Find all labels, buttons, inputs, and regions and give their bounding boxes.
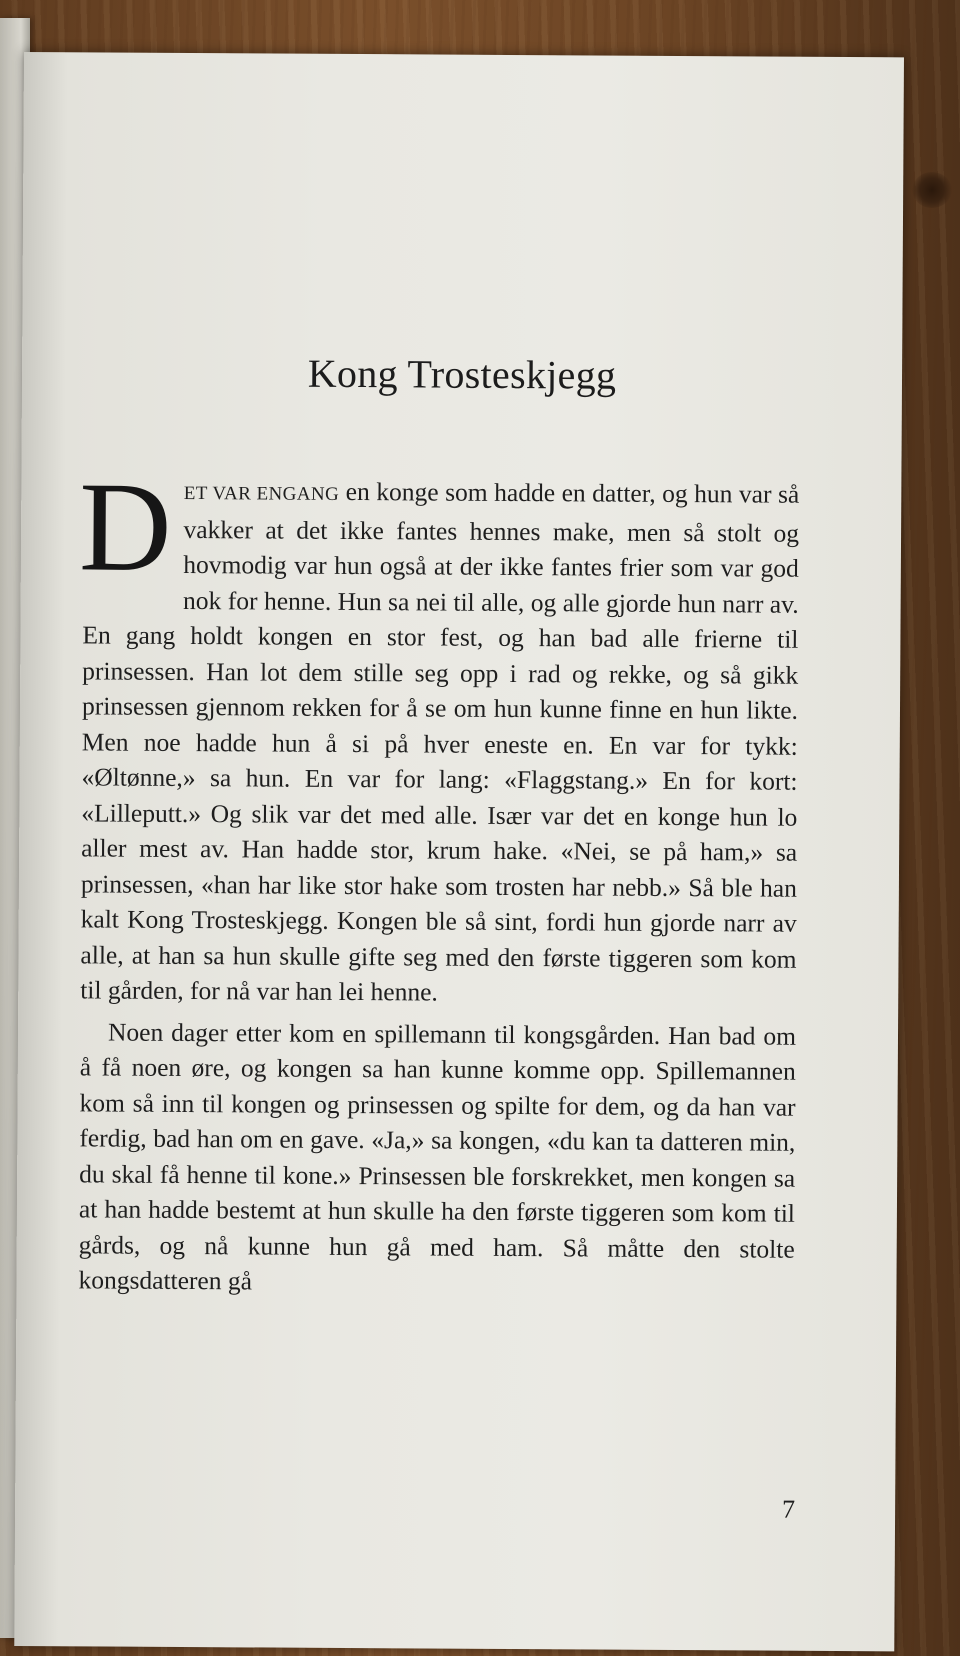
drop-cap: D <box>78 455 172 598</box>
page-number: 7 <box>782 1494 796 1524</box>
wood-knot <box>912 172 952 208</box>
opening-small-caps: ET VAR ENGANG <box>183 482 340 505</box>
story-text <box>78 455 800 1302</box>
paragraph-1-text: en konge som hadde en datter, og hun var så vakker at det ikke fantes hennes make, men så stolt og hovmodig var hun også at der ikke fantes frier som var god nok for henne. Hun sa nei til alle, og alle gjorde hun narr av. En gang holdt kongen en stor fest, og han bad alle frierne til prinsessen. Han lot dem stille seg opp i rad og rekke, og så gikk prinsessen gjennom rekken for å se om hun kunne finne en hun likte. Men noe hadde hun å si på hver eneste en. En var for tykk: «Øltønne,» sa hun. En var for lang: «Flaggstang.» En for kort: «Lilleputt.» Og slik var det med alle. Især var det en konge hun lo aller mest av. Han hadde stor, krum hake. «Nei, se på ham,» sa prinsessen, «han har like stor hake som trosten har nebb.» Så ble han kalt Kong Trosteskjegg. Kongen ble så sint, fordi hun gjorde narr av alle, at han sa hun skulle gifte seg med den første tiggeren som kom til gården, for nå var han lei henne. <box>80 476 800 1007</box>
paragraph-2: Noen dager etter kom en spillemann til kongsgården. Han bad om å få noen øre, og kongen sa han kunne komme opp. Spillemannen kom så inn til kongen og prinsessen og spilte for dem, og da han var ferdig, bad han om en gave. «Ja,» sa kongen, «du kan ta datteren min, du skal få henne til kone.» Prinsessen ble forskrekket, men kongen sa at han hadde bestemt at hun skulle ha den første tiggeren som kom til gårds, og nå kunne hun gå med ham. Så måtte den stolte kongsdatteren gå <box>78 1017 797 1296</box>
book-page <box>14 52 904 1651</box>
paragraph-1 <box>78 455 800 1012</box>
chapter-title: Kong Trosteskjegg <box>307 350 617 398</box>
